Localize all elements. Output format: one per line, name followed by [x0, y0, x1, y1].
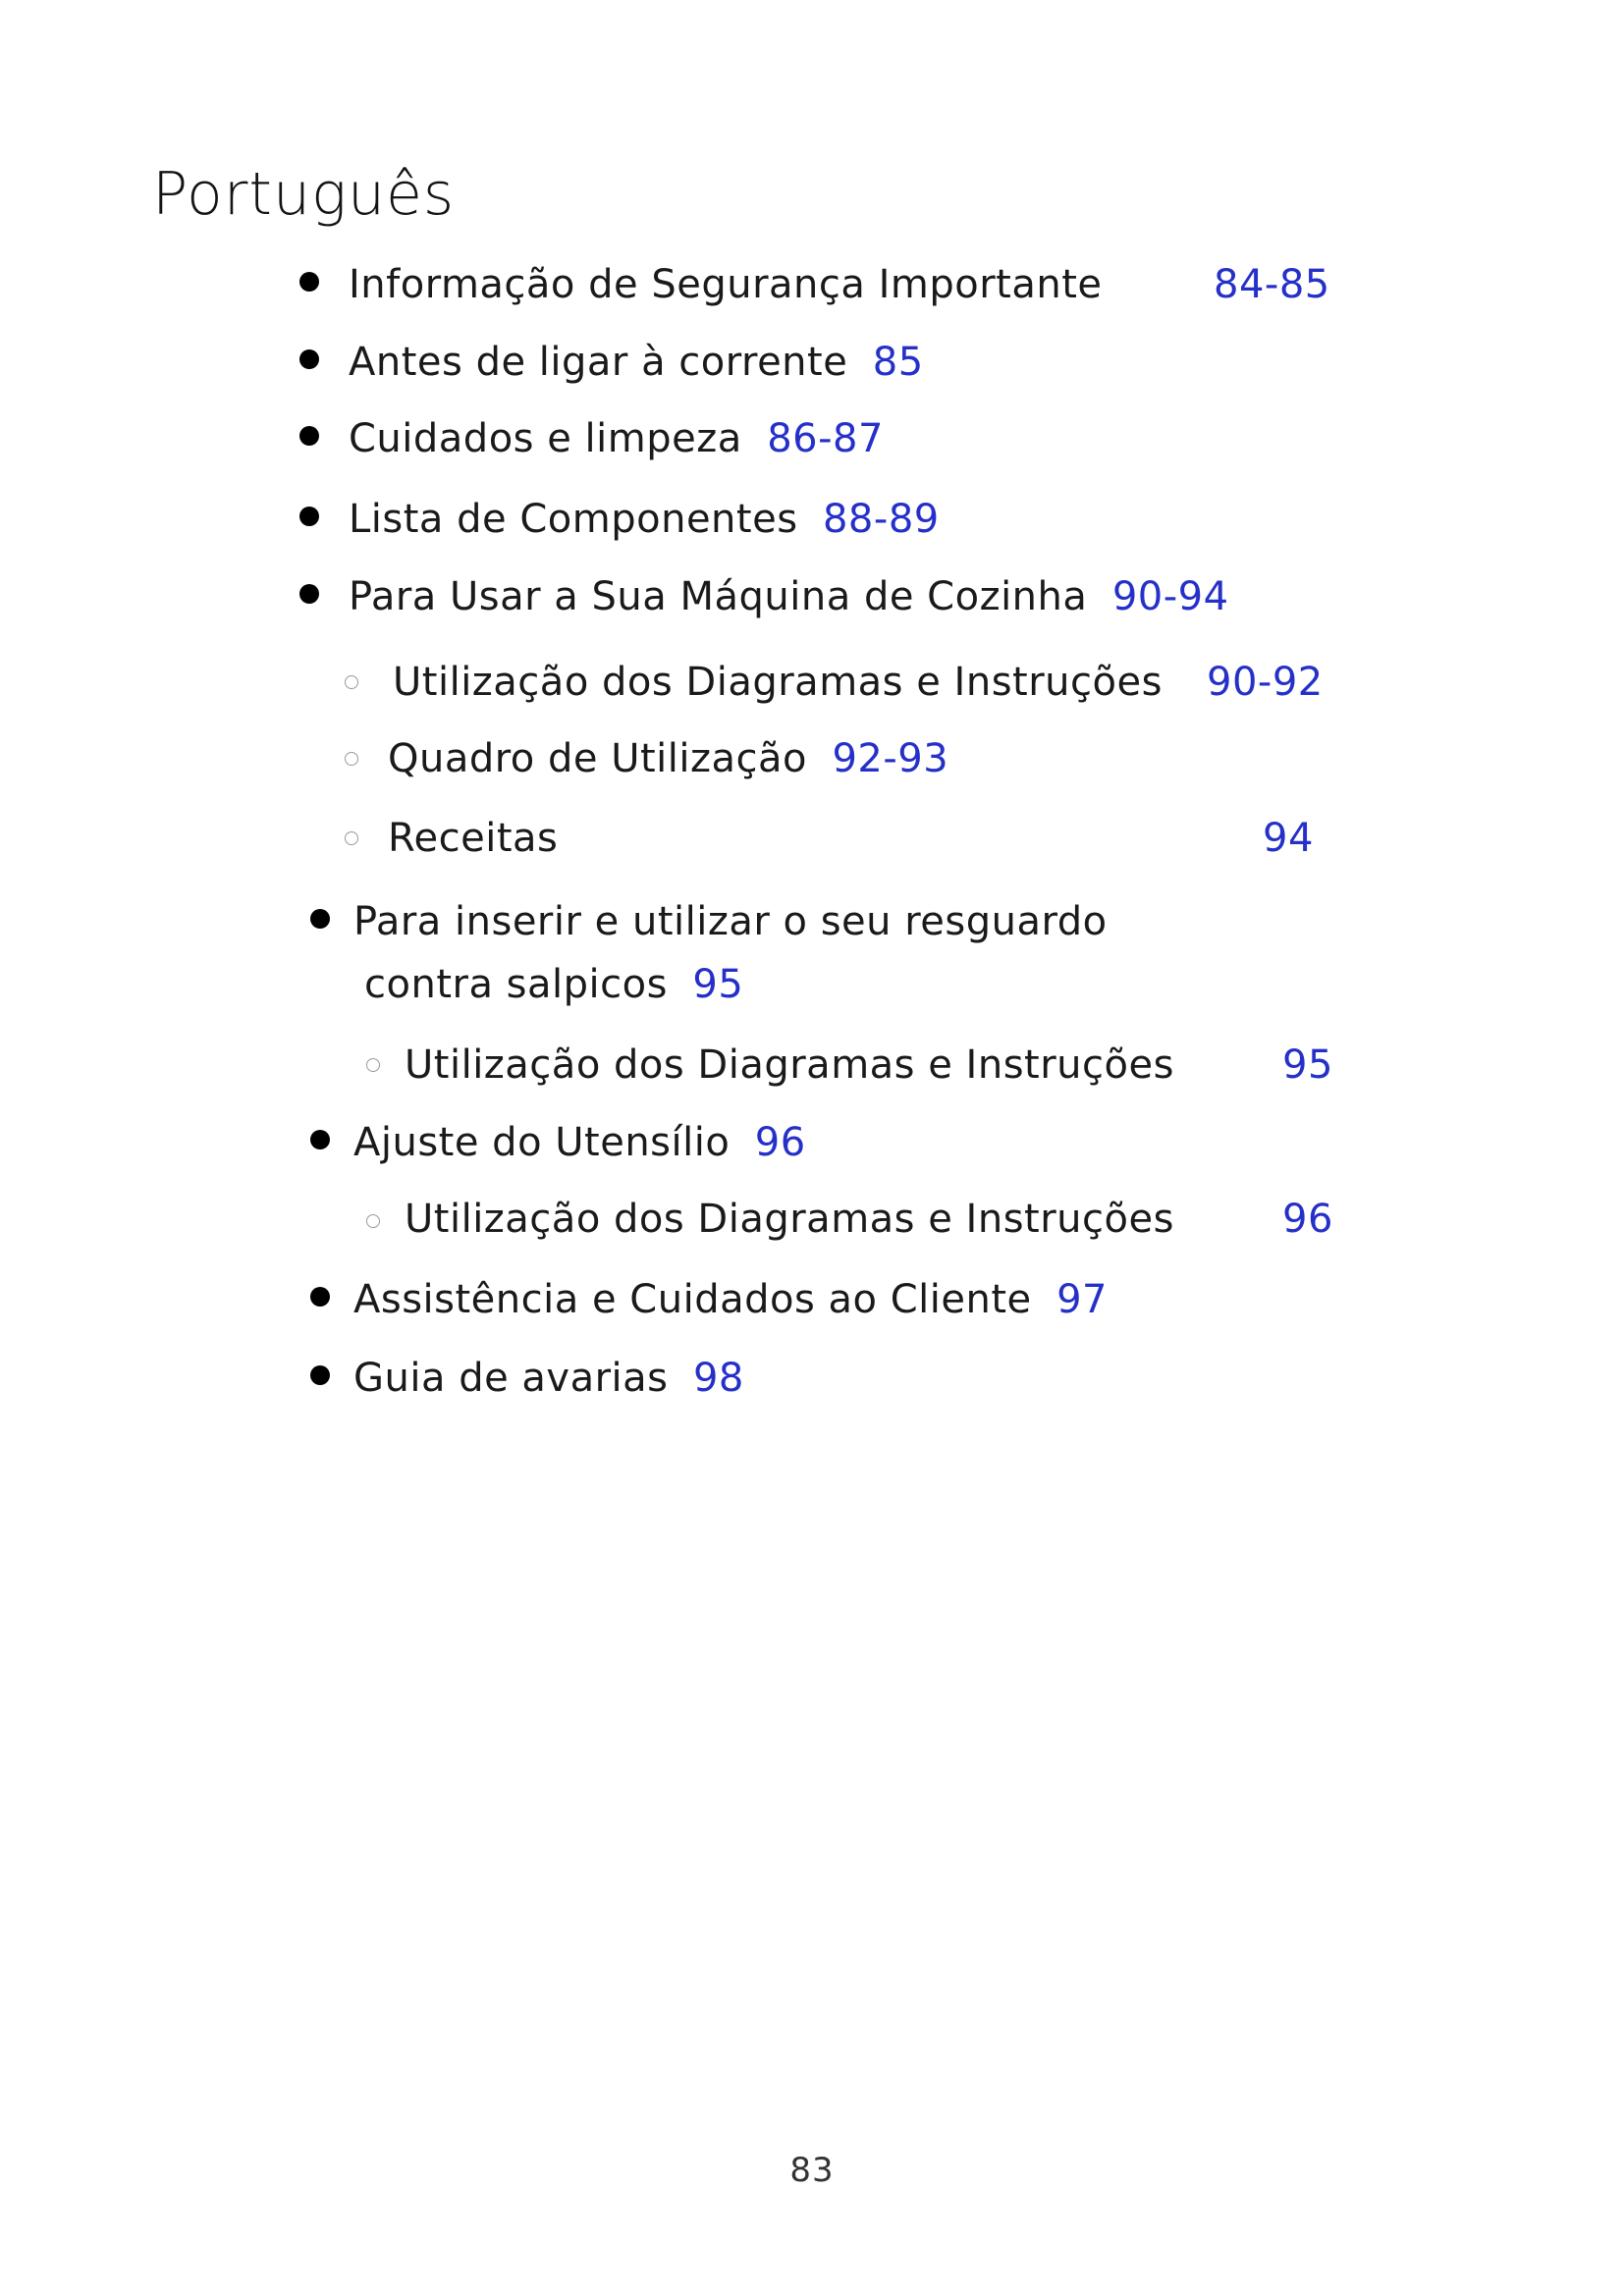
toc-item-label: Cuidados e limpeza	[349, 416, 742, 461]
bullet-icon	[299, 272, 319, 292]
toc-item-pages[interactable]: 88-89	[822, 497, 940, 542]
toc-item-pages[interactable]: 84-85	[1214, 262, 1330, 307]
circle-bullet-icon	[366, 1058, 380, 1072]
toc-item-label: Informação de Segurança Importante	[349, 262, 1103, 307]
circle-bullet-icon	[345, 752, 358, 766]
bullet-icon	[299, 507, 319, 526]
bullet-icon	[310, 1287, 330, 1307]
circle-bullet-icon	[366, 1214, 380, 1228]
toc-item-label: Para Usar a Sua Máquina de Cozinha	[349, 574, 1088, 619]
toc-subitem-pages[interactable]: 95	[1282, 1042, 1333, 1088]
toc-item-label: Para inserir e utilizar o seu resguardo	[353, 899, 1108, 944]
bullet-icon	[310, 1365, 330, 1385]
page-number: 83	[789, 2151, 835, 2190]
bullet-icon	[310, 1130, 330, 1149]
toc-subitem-label: Utilização dos Diagramas e Instruções	[393, 660, 1163, 705]
toc-item-pages[interactable]: 95	[692, 962, 744, 1007]
toc-item-pages[interactable]: 86-87	[767, 416, 884, 461]
circle-bullet-icon	[345, 831, 358, 845]
toc-subitem-label: Quadro de Utilização	[388, 736, 807, 781]
toc-subitem-label: Utilização dos Diagramas e Instruções	[405, 1197, 1174, 1242]
toc-item-label: Ajuste do Utensílio	[353, 1120, 731, 1165]
toc-item-label: Lista de Componentes	[349, 497, 798, 542]
toc-item-pages[interactable]: 90-94	[1111, 574, 1229, 619]
toc-item-label: Antes de ligar à corrente	[349, 340, 848, 385]
bullet-icon	[299, 584, 319, 604]
toc-subitem-pages[interactable]: 94	[1263, 816, 1314, 861]
toc-item-label: Assistência e Cuidados ao Cliente	[353, 1277, 1032, 1322]
circle-bullet-icon	[345, 675, 358, 689]
toc-item-pages[interactable]: 96	[754, 1120, 806, 1165]
page-title: Português	[152, 160, 456, 229]
toc-item-pages[interactable]: 85	[872, 340, 924, 385]
toc-item-pages[interactable]: 98	[692, 1356, 744, 1401]
toc-subitem-label: Utilização dos Diagramas e Instruções	[405, 1042, 1174, 1088]
bullet-icon	[310, 909, 330, 929]
toc-subitem-label: Receitas	[388, 816, 559, 861]
bullet-icon	[299, 426, 319, 446]
toc-subitem-pages[interactable]: 92-93	[832, 736, 949, 781]
toc-item-label-continued: contra salpicos	[364, 962, 668, 1007]
toc-subitem-pages[interactable]: 90-92	[1207, 660, 1324, 705]
toc-subitem-pages[interactable]: 96	[1282, 1197, 1333, 1242]
bullet-icon	[299, 349, 319, 369]
toc-item-pages[interactable]: 97	[1056, 1277, 1108, 1322]
toc-item-label: Guia de avarias	[353, 1356, 669, 1401]
